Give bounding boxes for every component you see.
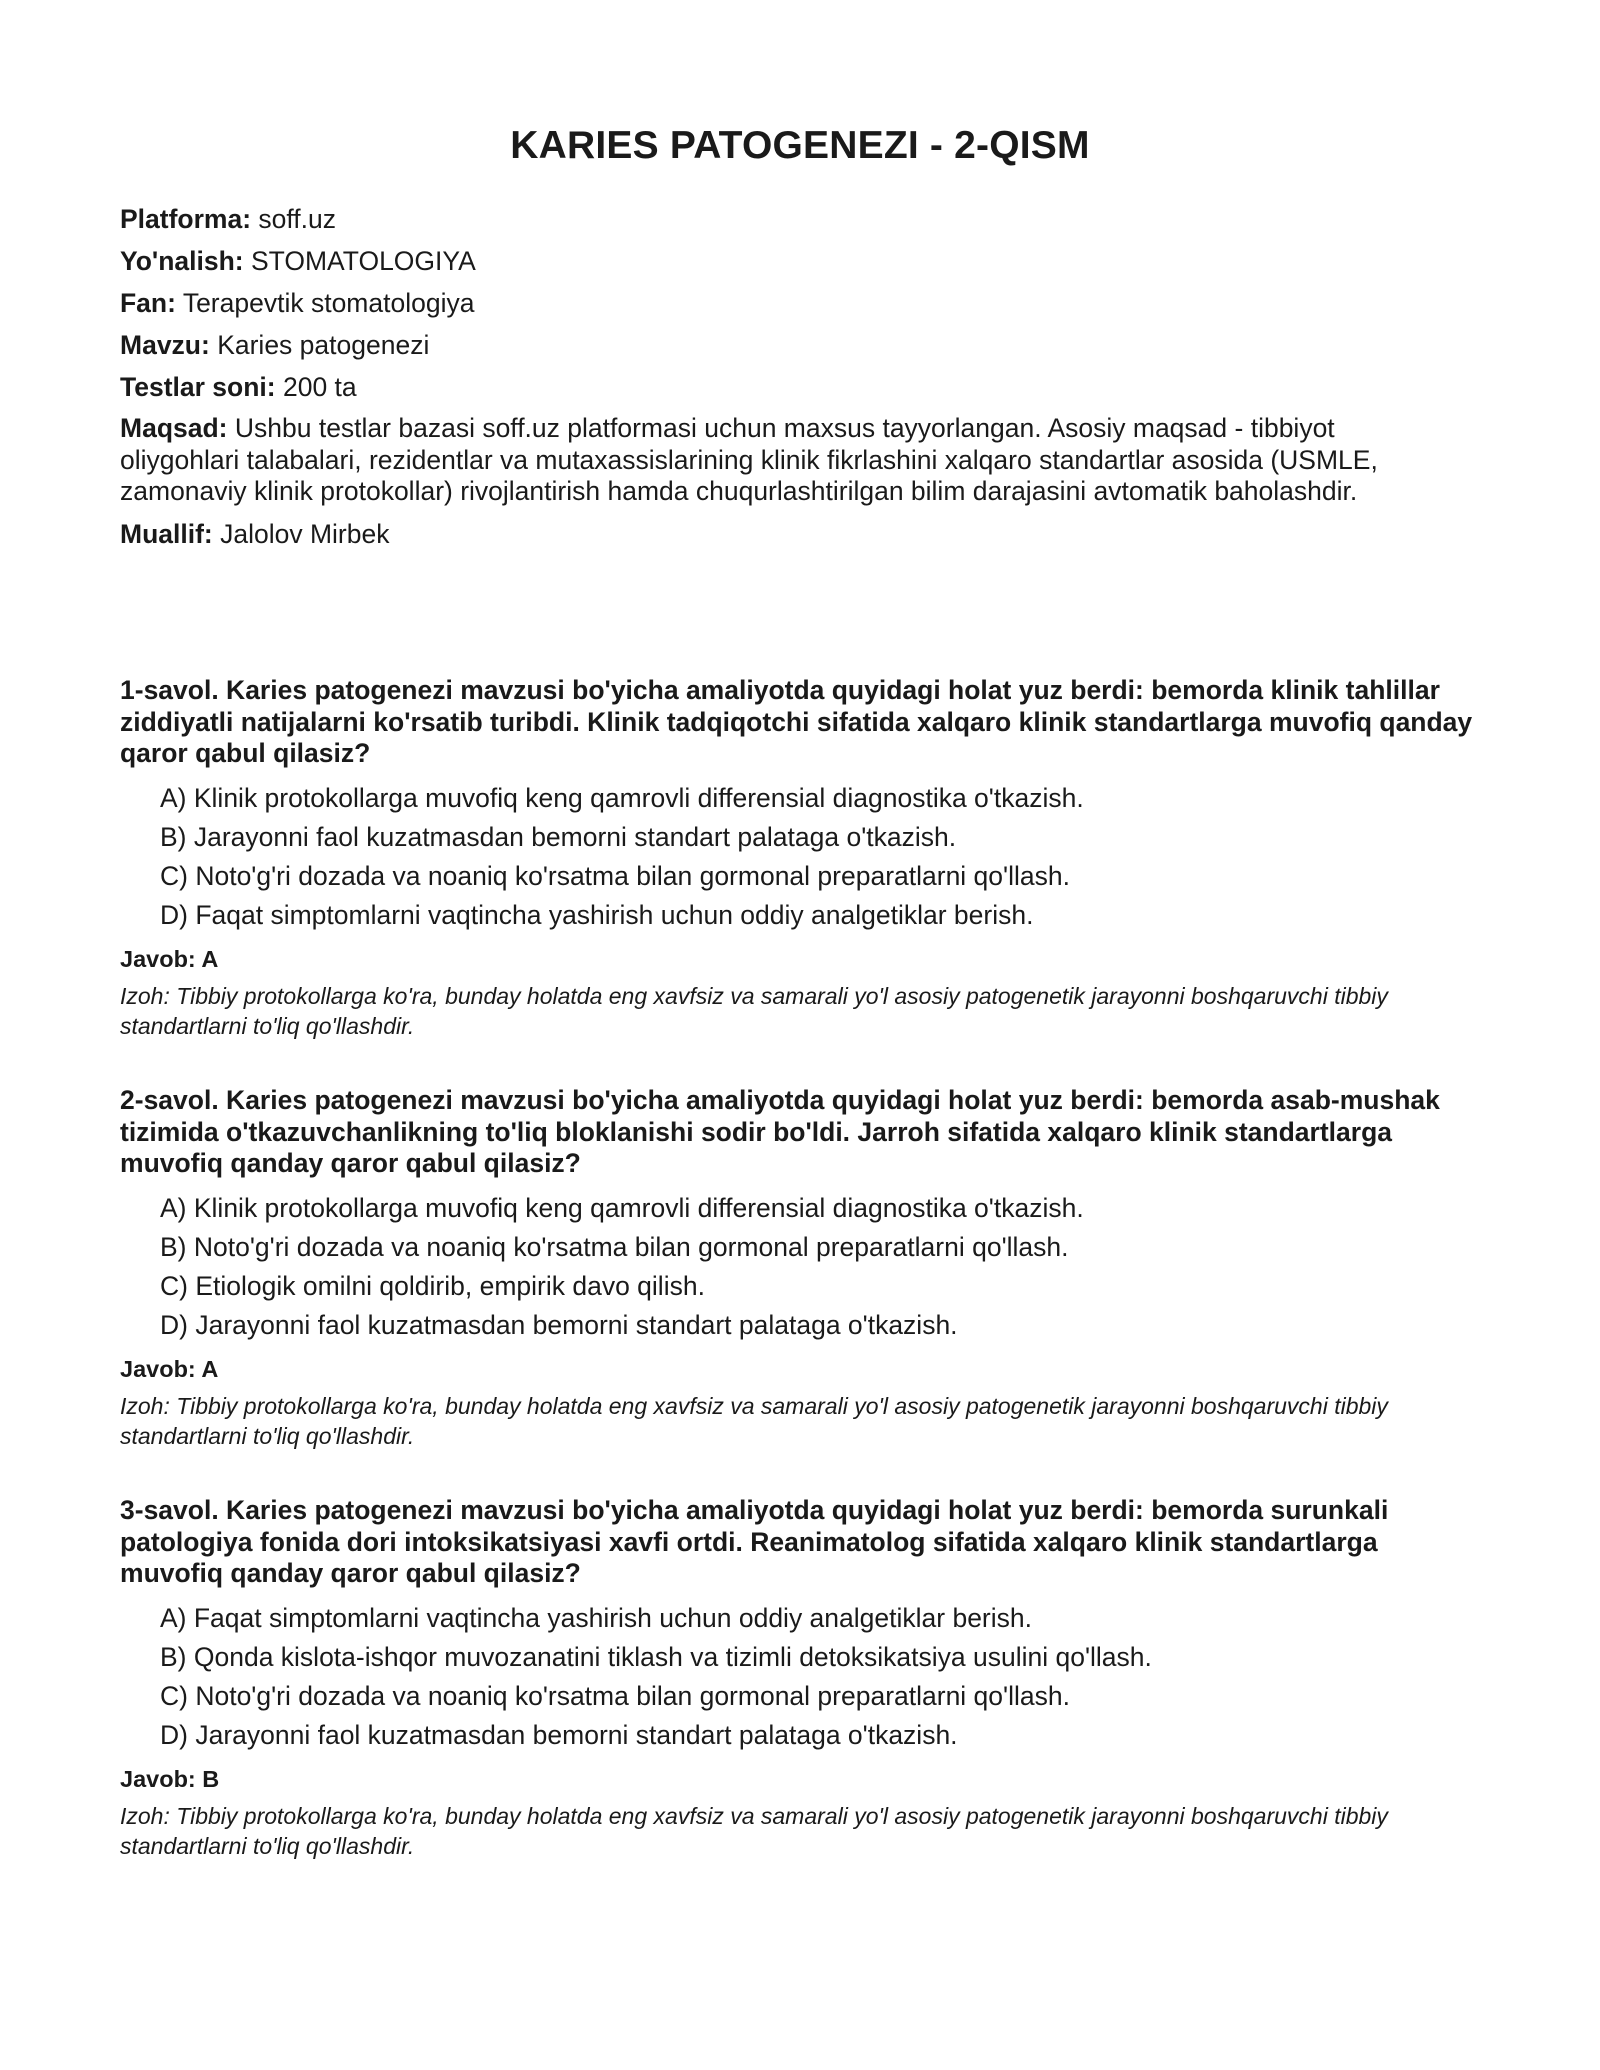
- meta-value: Ushbu testlar bazasi soff.uz platformasi uchun maxsus tayyorlangan. Asosiy maqsad - tibbiyot oliygohlari talabalari, rezidentlar va mutaxassislarining klinik fikrlashini xalqaro standartlar asosida (USMLE, zamonaviy klinik protokollar) rivojlantirish hamda chuqurlashtirilgan bilim darajasini avtomatik baholashdir.: [120, 413, 1378, 506]
- question-text: 1-savol. Karies patogenezi mavzusi bo'yicha amaliyotda quyidagi holat yuz berdi: bemorda klinik tahlillar ziddiyatli natijalarni ko'rsatib turibdi. Klinik tadqiqotchi sifatida xalqaro klinik standartlarga muvofiq qanday qaror qabul qilasiz?: [120, 675, 1473, 768]
- meta-value: 200 ta: [275, 372, 357, 402]
- metadata-block: [120, 203, 1460, 560]
- meta-purpose: [120, 413, 1460, 508]
- meta-label: Mavzu:: [120, 330, 210, 360]
- question-text: 3-savol. Karies patogenezi mavzusi bo'yicha amaliyotda quyidagi holat yuz berdi: bemorda surunkali patologiya fonida dori intoksikatsiyasi xavfi ortdi. Reanimatolog sifatida xalqaro klinik standartlarga muvofiq qanday qaror qabul qilasiz?: [120, 1495, 1389, 1588]
- meta-value: Terapevtik stomatologiya: [175, 288, 475, 318]
- correct-answer: Javob: A: [120, 945, 219, 972]
- correct-answer: Javob: A: [120, 1355, 219, 1382]
- answer-option: B) Noto'g'ri dozada va noaniq ko'rsatma bilan gormonal preparatlarni qo'llash.: [160, 1231, 1069, 1262]
- question-block: [120, 1495, 1480, 1861]
- meta-value: soff.uz: [251, 204, 337, 234]
- question-text: 2-savol. Karies patogenezi mavzusi bo'yicha amaliyotda quyidagi holat yuz berdi: bemorda asab-mushak tizimida o'tkazuvchanlikning to'liq bloklanishi sodir bo'ldi. Jarroh sifatida xalqaro klinik standartlarga muvofiq qanday qaror qabul qilasiz?: [120, 1085, 1440, 1178]
- meta-direction: [120, 245, 1460, 277]
- meta-value: Jalolov Mirbek: [212, 518, 390, 549]
- meta-label: Platforma:: [120, 204, 252, 234]
- answer-option: A) Klinik protokollarga muvofiq keng qamrovli differensial diagnostika o'tkazish.: [160, 782, 1084, 813]
- meta-value: Karies patogenezi: [209, 330, 430, 360]
- answer-option: D) Faqat simptomlarni vaqtincha yashirish uchun oddiy analgetiklar berish.: [160, 899, 1034, 930]
- question-block: [120, 675, 1480, 1041]
- meta-test-count: [120, 371, 1460, 403]
- answer-option: C) Noto'g'ri dozada va noaniq ko'rsatma bilan gormonal preparatlarni qo'llash.: [160, 860, 1070, 891]
- question-block: [120, 1085, 1480, 1451]
- answer-option: D) Jarayonni faol kuzatmasdan bemorni standart palataga o'tkazish.: [160, 1719, 958, 1750]
- meta-label: Testlar soni:: [120, 372, 276, 402]
- meta-author: [120, 518, 1460, 550]
- meta-label: Fan:: [120, 288, 176, 318]
- meta-topic: [120, 329, 1460, 361]
- meta-label: Muallif:: [120, 518, 213, 549]
- meta-label: Yo'nalish:: [120, 246, 244, 276]
- meta-platform: [120, 203, 1460, 235]
- explanation: Izoh: Tibbiy protokollarga ko'ra, bunday holatda eng xavfsiz va samarali yo'l asosiy patogenetik jarayonni boshqaruvchi tibbiy standartlarni to'liq qo'llashdir.: [120, 1802, 1388, 1859]
- answer-option: D) Jarayonni faol kuzatmasdan bemorni standart palataga o'tkazish.: [160, 1309, 958, 1340]
- answer-option: B) Jarayonni faol kuzatmasdan bemorni standart palataga o'tkazish.: [160, 821, 957, 852]
- explanation: Izoh: Tibbiy protokollarga ko'ra, bunday holatda eng xavfsiz va samarali yo'l asosiy patogenetik jarayonni boshqaruvchi tibbiy standartlarni to'liq qo'llashdir.: [120, 1392, 1388, 1449]
- answer-option: C) Etiologik omilni qoldirib, empirik davo qilish.: [160, 1270, 705, 1301]
- answer-option: B) Qonda kislota-ishqor muvozanatini tiklash va tizimli detoksikatsiya usulini qo'llash.: [160, 1641, 1152, 1672]
- document-title: KARIES PATOGENEZI - 2-QISM: [510, 124, 1090, 167]
- explanation: Izoh: Tibbiy protokollarga ko'ra, bunday holatda eng xavfsiz va samarali yo'l asosiy patogenetik jarayonni boshqaruvchi tibbiy standartlarni to'liq qo'llashdir.: [120, 982, 1388, 1039]
- meta-label: Maqsad:: [120, 413, 228, 443]
- answer-option: C) Noto'g'ri dozada va noaniq ko'rsatma bilan gormonal preparatlarni qo'llash.: [160, 1680, 1070, 1711]
- meta-value: STOMATOLOGIYA: [243, 246, 476, 276]
- correct-answer: Javob: B: [120, 1765, 220, 1792]
- meta-subject: [120, 287, 1460, 319]
- answer-option: A) Klinik protokollarga muvofiq keng qamrovli differensial diagnostika o'tkazish.: [160, 1192, 1084, 1223]
- answer-option: A) Faqat simptomlarni vaqtincha yashirish uchun oddiy analgetiklar berish.: [160, 1602, 1032, 1633]
